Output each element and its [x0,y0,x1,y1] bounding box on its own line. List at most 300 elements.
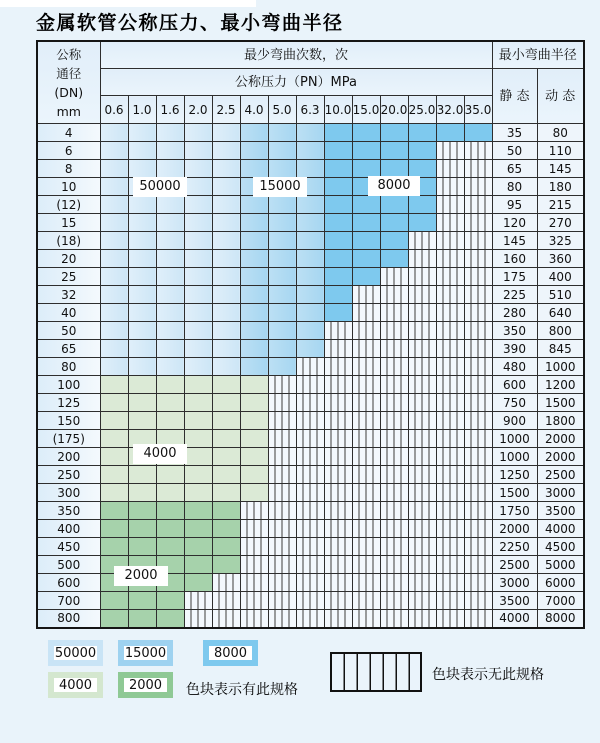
grid-cell [464,520,492,538]
grid-cell [184,214,212,232]
dn-cell: 150 [37,412,100,430]
grid-cell [352,322,380,340]
grid-cell [240,592,268,610]
grid-cell [296,214,324,232]
grid-cell [324,502,352,520]
dn-cell: 600 [37,574,100,592]
table-row [37,484,584,502]
grid-cell [212,538,240,556]
zone-label-8000: 8000 [368,176,420,196]
dynamic-header: 动 态 [537,69,584,124]
dynamic-cell: 640 [537,304,584,322]
grid-cell [212,124,240,142]
grid-cell [296,556,324,574]
grid-cell [268,538,296,556]
grid-cell [436,214,464,232]
grid-cell [268,322,296,340]
grid-cell [268,304,296,322]
grid-cell [324,466,352,484]
grid-cell [128,376,156,394]
grid-cell [380,466,408,484]
table-row [37,502,584,520]
grid-cell [408,394,436,412]
grid-cell [296,196,324,214]
dynamic-cell: 110 [537,142,584,160]
grid-cell [324,610,352,628]
grid-cell [408,376,436,394]
grid-cell [324,484,352,502]
grid-cell [212,574,240,592]
grid-cell [268,574,296,592]
grid-cell [324,250,352,268]
legend-swatch-4000: 4000 [48,672,103,698]
table-row [37,250,584,268]
grid-cell [464,412,492,430]
grid-cell [268,142,296,160]
pressure-value-header: 15.0 [352,96,380,124]
grid-cell [296,466,324,484]
grid-cell [240,502,268,520]
grid-cell [380,124,408,142]
top-white-strip [0,0,256,7]
dn-cell: 20 [37,250,100,268]
grid-cell [100,394,128,412]
grid-cell [128,592,156,610]
dynamic-cell: 5000 [537,556,584,574]
grid-cell [184,358,212,376]
grid-cell [380,214,408,232]
grid-cell [156,160,184,178]
grid-cell [212,484,240,502]
static-cell: 145 [492,232,537,250]
grid-cell [240,520,268,538]
dn-cell: 400 [37,520,100,538]
grid-cell [352,466,380,484]
grid-cell [380,322,408,340]
table-row [37,196,584,214]
grid-cell [128,394,156,412]
dynamic-cell: 2000 [537,448,584,466]
grid-cell [436,574,464,592]
grid-cell [464,538,492,556]
grid-cell [380,142,408,160]
grid-cell [380,358,408,376]
grid-cell [128,196,156,214]
grid-cell [240,394,268,412]
grid-cell [352,592,380,610]
grid-cell [436,196,464,214]
legend-swatch-8000: 8000 [203,640,258,666]
grid-cell [324,322,352,340]
grid-cell [408,142,436,160]
grid-cell [100,466,128,484]
grid-cell [268,610,296,628]
grid-cell [100,196,128,214]
dn-cell: 300 [37,484,100,502]
grid-cell [128,520,156,538]
grid-cell [352,232,380,250]
grid-cell [296,502,324,520]
grid-cell [436,232,464,250]
pressure-value-header: 0.6 [100,96,128,124]
grid-cell [380,304,408,322]
grid-cell [156,484,184,502]
table-row [37,160,584,178]
grid-cell [212,178,240,196]
grid-cell [408,484,436,502]
grid-cell [156,232,184,250]
static-cell: 600 [492,376,537,394]
grid-cell [184,412,212,430]
grid-cell [128,358,156,376]
grid-cell [436,178,464,196]
grid-cell [324,574,352,592]
grid-cell [464,448,492,466]
grid-cell [296,286,324,304]
static-cell: 3000 [492,574,537,592]
pressure-radius-table-wrap [36,40,585,629]
grid-cell [380,160,408,178]
grid-cell [352,610,380,628]
grid-cell [212,232,240,250]
grid-cell [100,214,128,232]
grid-cell [436,430,464,448]
legend-swatch-50000: 50000 [48,640,103,666]
dynamic-cell: 800 [537,322,584,340]
dynamic-cell: 215 [537,196,584,214]
legend-swatch-15000: 15000 [118,640,173,666]
grid-cell [324,124,352,142]
grid-cell [268,286,296,304]
grid-cell [380,250,408,268]
grid-cell [268,376,296,394]
grid-cell [100,304,128,322]
dn-cell: 700 [37,592,100,610]
grid-cell [464,340,492,358]
bend-times-header: 最少弯曲次数，次 [100,41,492,69]
grid-cell [100,268,128,286]
grid-cell [100,178,128,196]
grid-cell [296,484,324,502]
grid-cell [352,376,380,394]
table-row [37,304,584,322]
grid-cell [380,376,408,394]
pressure-value-header: 1.0 [128,96,156,124]
grid-cell [408,196,436,214]
dn-cell: 200 [37,448,100,466]
dynamic-cell: 3000 [537,484,584,502]
grid-cell [128,340,156,358]
grid-cell [156,214,184,232]
grid-cell [128,304,156,322]
grid-cell [408,556,436,574]
grid-cell [464,574,492,592]
grid-cell [184,304,212,322]
grid-cell [296,250,324,268]
dn-cell: (12) [37,196,100,214]
grid-cell [408,412,436,430]
grid-cell [240,556,268,574]
grid-cell [268,466,296,484]
grid-cell [156,394,184,412]
grid-cell [352,214,380,232]
pressure-radius-table [36,40,585,629]
grid-cell [436,502,464,520]
grid-cell [268,412,296,430]
grid-cell [212,520,240,538]
grid-cell [296,340,324,358]
table-row [37,430,584,448]
grid-cell [184,520,212,538]
dynamic-cell: 6000 [537,574,584,592]
grid-cell [380,574,408,592]
grid-cell [212,610,240,628]
grid-cell [324,340,352,358]
grid-cell [268,448,296,466]
pressure-value-header: 35.0 [464,96,492,124]
grid-cell [324,448,352,466]
dn-cell: 65 [37,340,100,358]
grid-cell [184,286,212,304]
grid-cell [268,214,296,232]
static-cell: 480 [492,358,537,376]
grid-cell [464,178,492,196]
grid-cell [212,214,240,232]
grid-cell [464,322,492,340]
grid-cell [464,466,492,484]
grid-cell [184,124,212,142]
dynamic-cell: 7000 [537,592,584,610]
grid-cell [380,484,408,502]
dynamic-cell: 400 [537,268,584,286]
pressure-value-header: 5.0 [268,96,296,124]
grid-cell [100,232,128,250]
static-cell: 50 [492,142,537,160]
grid-cell [184,448,212,466]
pressure-value-header: 2.5 [212,96,240,124]
static-cell: 95 [492,196,537,214]
grid-cell [240,160,268,178]
grid-cell [464,160,492,178]
grid-cell [100,610,128,628]
grid-cell [184,430,212,448]
grid-cell [156,124,184,142]
static-cell: 175 [492,268,537,286]
grid-cell [324,304,352,322]
grid-cell [352,358,380,376]
grid-cell [436,556,464,574]
grid-cell [436,304,464,322]
grid-cell [156,520,184,538]
grid-cell [352,448,380,466]
grid-cell [352,484,380,502]
dn-cell: 250 [37,466,100,484]
grid-cell [240,124,268,142]
grid-cell [268,556,296,574]
grid-cell [156,286,184,304]
grid-cell [324,592,352,610]
static-cell: 1750 [492,502,537,520]
grid-cell [296,124,324,142]
static-header: 静 态 [492,69,537,124]
grid-cell [156,412,184,430]
static-cell: 2250 [492,538,537,556]
grid-cell [100,322,128,340]
grid-cell [436,322,464,340]
grid-cell [436,520,464,538]
grid-cell [212,196,240,214]
grid-cell [184,484,212,502]
grid-cell [464,124,492,142]
pressure-value-header: 4.0 [240,96,268,124]
grid-cell [324,538,352,556]
static-cell: 160 [492,250,537,268]
grid-cell [240,196,268,214]
grid-cell [436,610,464,628]
grid-cell [380,556,408,574]
grid-cell [436,124,464,142]
grid-cell [296,376,324,394]
table-row [37,466,584,484]
grid-cell [100,358,128,376]
grid-cell [436,466,464,484]
grid-cell [268,250,296,268]
grid-cell [128,214,156,232]
grid-cell [128,484,156,502]
grid-cell [296,142,324,160]
grid-cell [464,592,492,610]
grid-cell [408,520,436,538]
grid-cell [296,232,324,250]
grid-cell [464,556,492,574]
grid-cell [380,286,408,304]
static-cell: 280 [492,304,537,322]
grid-cell [296,412,324,430]
grid-cell [296,304,324,322]
dynamic-cell: 180 [537,178,584,196]
grid-cell [240,250,268,268]
pressure-value-header: 25.0 [408,96,436,124]
dynamic-cell: 360 [537,250,584,268]
grid-cell [240,574,268,592]
grid-cell [352,250,380,268]
grid-cell [240,430,268,448]
dynamic-cell: 1800 [537,412,584,430]
grid-cell [100,484,128,502]
dn-cell: 32 [37,286,100,304]
grid-cell [380,430,408,448]
grid-cell [296,160,324,178]
grid-cell [352,394,380,412]
grid-cell [464,250,492,268]
grid-cell [464,484,492,502]
grid-cell [240,376,268,394]
static-cell: 1500 [492,484,537,502]
grid-cell [156,268,184,286]
grid-cell [380,592,408,610]
grid-cell [128,538,156,556]
grid-cell [212,304,240,322]
grid-cell [436,286,464,304]
grid-cell [296,358,324,376]
grid-cell [240,340,268,358]
grid-cell [324,268,352,286]
grid-cell [324,394,352,412]
grid-cell [184,376,212,394]
grid-cell [184,142,212,160]
grid-cell [184,592,212,610]
dn-cell: 8 [37,160,100,178]
dynamic-cell: 1500 [537,394,584,412]
grid-cell [268,160,296,178]
grid-cell [128,610,156,628]
static-cell: 2000 [492,520,537,538]
grid-cell [352,196,380,214]
grid-cell [268,430,296,448]
grid-cell [156,304,184,322]
table-row [37,178,584,196]
dn-cell: 25 [37,268,100,286]
grid-cell [184,556,212,574]
grid-cell [352,124,380,142]
grid-cell [296,520,324,538]
legend-no-spec-label: 色块表示无此规格 [432,667,544,683]
legend-no-spec-swatch [330,652,422,692]
dynamic-cell: 270 [537,214,584,232]
grid-cell [240,358,268,376]
grid-cell [464,376,492,394]
grid-cell [100,160,128,178]
grid-cell [184,466,212,484]
grid-cell [352,304,380,322]
grid-cell [240,484,268,502]
grid-cell [380,394,408,412]
grid-cell [212,466,240,484]
grid-cell [156,250,184,268]
grid-cell [100,142,128,160]
dn-cell: 350 [37,502,100,520]
min-radius-header: 最小弯曲半径 [492,41,584,69]
grid-cell [128,466,156,484]
grid-cell [100,376,128,394]
grid-cell [156,466,184,484]
grid-cell [352,574,380,592]
grid-cell [268,484,296,502]
grid-cell [296,268,324,286]
table-row [37,142,584,160]
table-row [37,286,584,304]
grid-cell [436,484,464,502]
table-row [37,358,584,376]
static-cell: 4000 [492,610,537,628]
grid-cell [380,196,408,214]
static-cell: 900 [492,412,537,430]
grid-cell [268,592,296,610]
grid-cell [408,322,436,340]
grid-cell [352,412,380,430]
grid-cell [128,322,156,340]
grid-cell [212,502,240,520]
grid-cell [324,376,352,394]
grid-cell [436,412,464,430]
static-cell: 2500 [492,556,537,574]
grid-cell [100,250,128,268]
grid-cell [352,538,380,556]
grid-cell [212,430,240,448]
grid-cell [380,502,408,520]
dynamic-cell: 145 [537,160,584,178]
legend-swatch-2000: 2000 [118,672,173,698]
